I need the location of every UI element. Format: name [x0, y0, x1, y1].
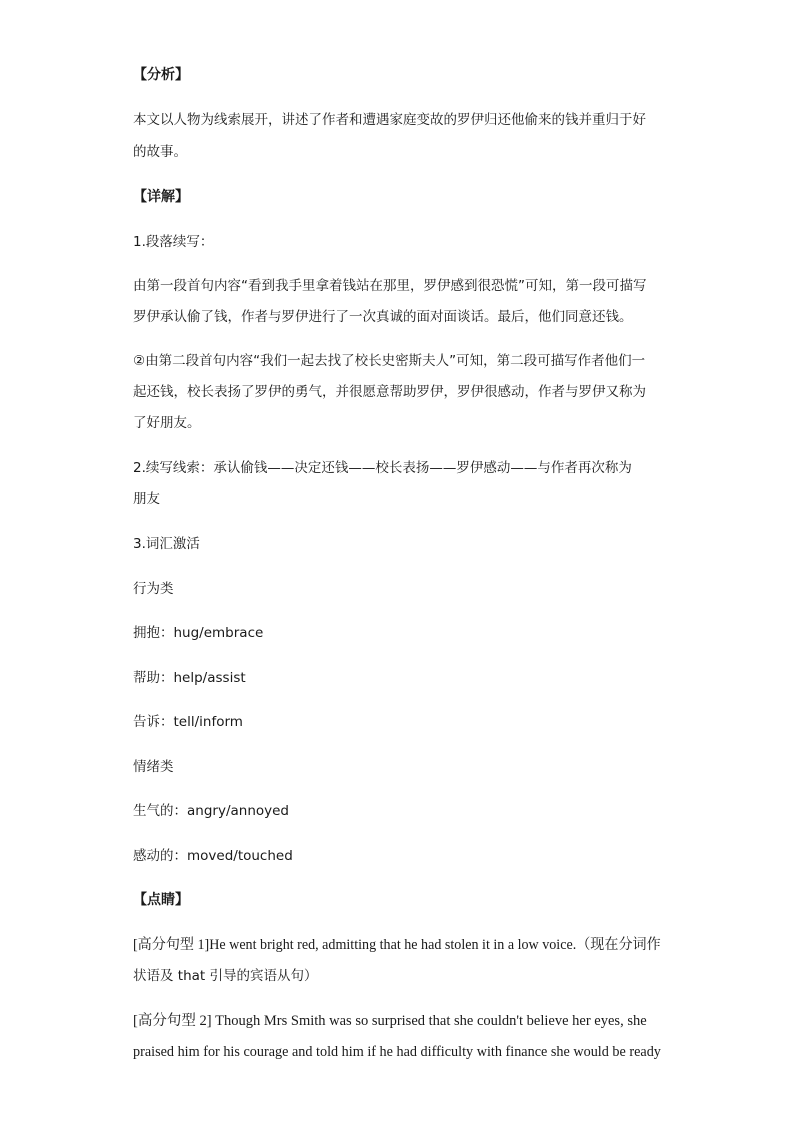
detail-item1-title: 1.段落续写：: [133, 234, 214, 250]
detail-item2-line1: 2.续写线索：承认偷钱——决定还钱——校长表扬——罗伊感动——与作者再次称为: [133, 460, 632, 476]
highlight-sentence2-line1: [高分句型 2] Though Mrs Smith was so surprised that she couldn't believe her eyes, she: [133, 1013, 647, 1029]
vocab-category-action: 行为类: [133, 581, 174, 597]
detail-p2-line1: ②由第二段首句内容“我们一起去找了校长史密斯夫人”可知，第二段可描写作者他们一: [133, 353, 646, 369]
analysis-text-line2: 的故事。: [133, 144, 187, 160]
detail-heading: 【详解】: [133, 189, 189, 205]
highlight-sentence1-line2: 状语及 that 引导的宾语从句）: [133, 968, 318, 984]
vocab-hug: 拥抱：hug/embrace: [133, 625, 264, 641]
vocab-help: 帮助：help/assist: [133, 670, 246, 686]
vocab-tell: 告诉：tell/inform: [133, 714, 243, 730]
detail-p2-line2: 起还钱，校长表扬了罗伊的勇气，并很愿意帮助罗伊，罗伊很感动，作者与罗伊又称为: [133, 384, 646, 400]
vocab-moved: 感动的：moved/touched: [133, 848, 293, 864]
detail-p1-line2: 罗伊承认偷了钱，作者与罗伊进行了一次真诚的面对面谈话。最后，他们同意还钱。: [133, 309, 633, 325]
analysis-heading: 【分析】: [133, 67, 189, 83]
highlight-sentence2-line2: praised him for his courage and told him if he had difficulty with finance she would be ready: [133, 1044, 661, 1060]
detail-p1-line1: 由第一段首句内容“看到我手里拿着钱站在那里，罗伊感到很恐慌”可知，第一段可描写: [133, 278, 647, 294]
analysis-text-line1: 本文以人物为线索展开，讲述了作者和遭遇家庭变故的罗伊归还他偷来的钱并重归于好: [133, 112, 646, 128]
highlight-heading: 【点睛】: [133, 892, 189, 908]
detail-p2-line3: 了好朋友。: [133, 415, 201, 431]
highlight-sentence1-line1: [高分句型 1]He went bright red, admitting that he had stolen it in a low voice.（现在分词作: [133, 937, 661, 953]
detail-item3-title: 3.词汇激活: [133, 536, 200, 552]
detail-item2-line2: 朋友: [133, 491, 160, 507]
vocab-category-emotion: 情绪类: [133, 759, 174, 775]
vocab-angry: 生气的：angry/annoyed: [133, 803, 289, 819]
